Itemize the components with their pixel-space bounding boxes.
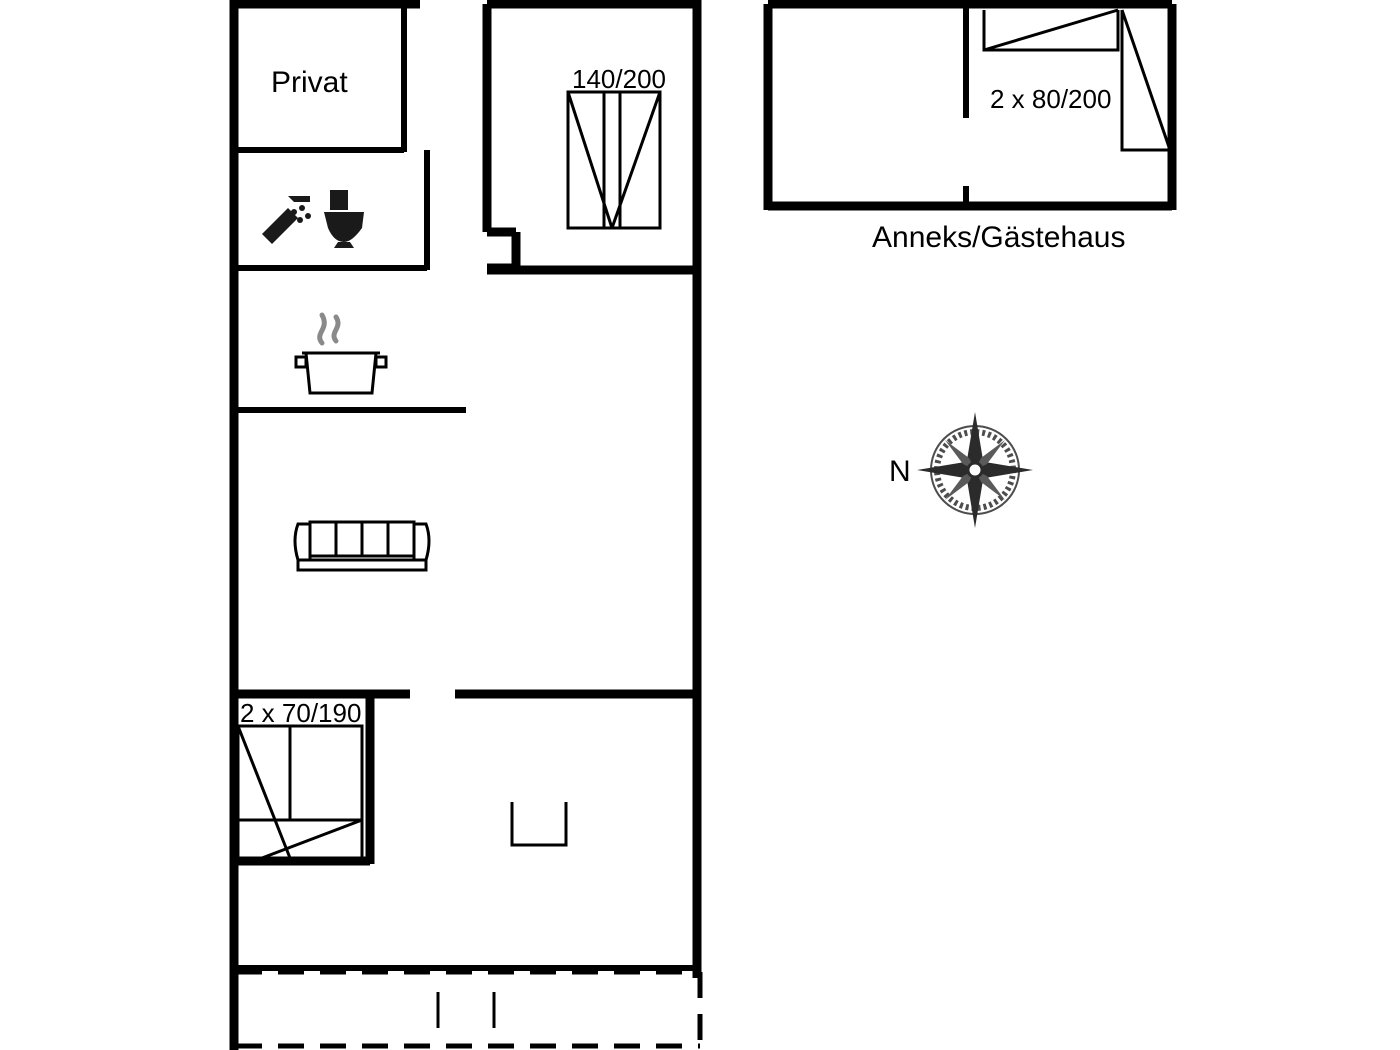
bed-140-200-label: 140/200 [572,64,666,94]
shower-icon [262,196,311,244]
compass-north-label: N [889,455,911,488]
interior-walls-upper-left [234,4,466,410]
bedroom-main-walls [487,232,697,270]
cooking-pot-icon [296,315,386,393]
bed-2x80-200 [984,10,1170,150]
bed-2x80-200-label: 2 x 80/200 [990,84,1112,114]
bed-2x70-190-label: 2 x 70/190 [240,698,362,728]
fireplace-niche [512,802,566,845]
bed-2x70-190 [238,726,362,858]
toilet-icon [324,190,364,248]
annex-label: Anneks/Gästehaus [872,221,1126,254]
room-label-privat: Privat [271,66,348,99]
terrace-dashed-outline [236,972,700,1046]
sofa-icon [295,522,429,570]
bed-140-200 [568,92,660,228]
compass-rose-icon [917,412,1033,528]
